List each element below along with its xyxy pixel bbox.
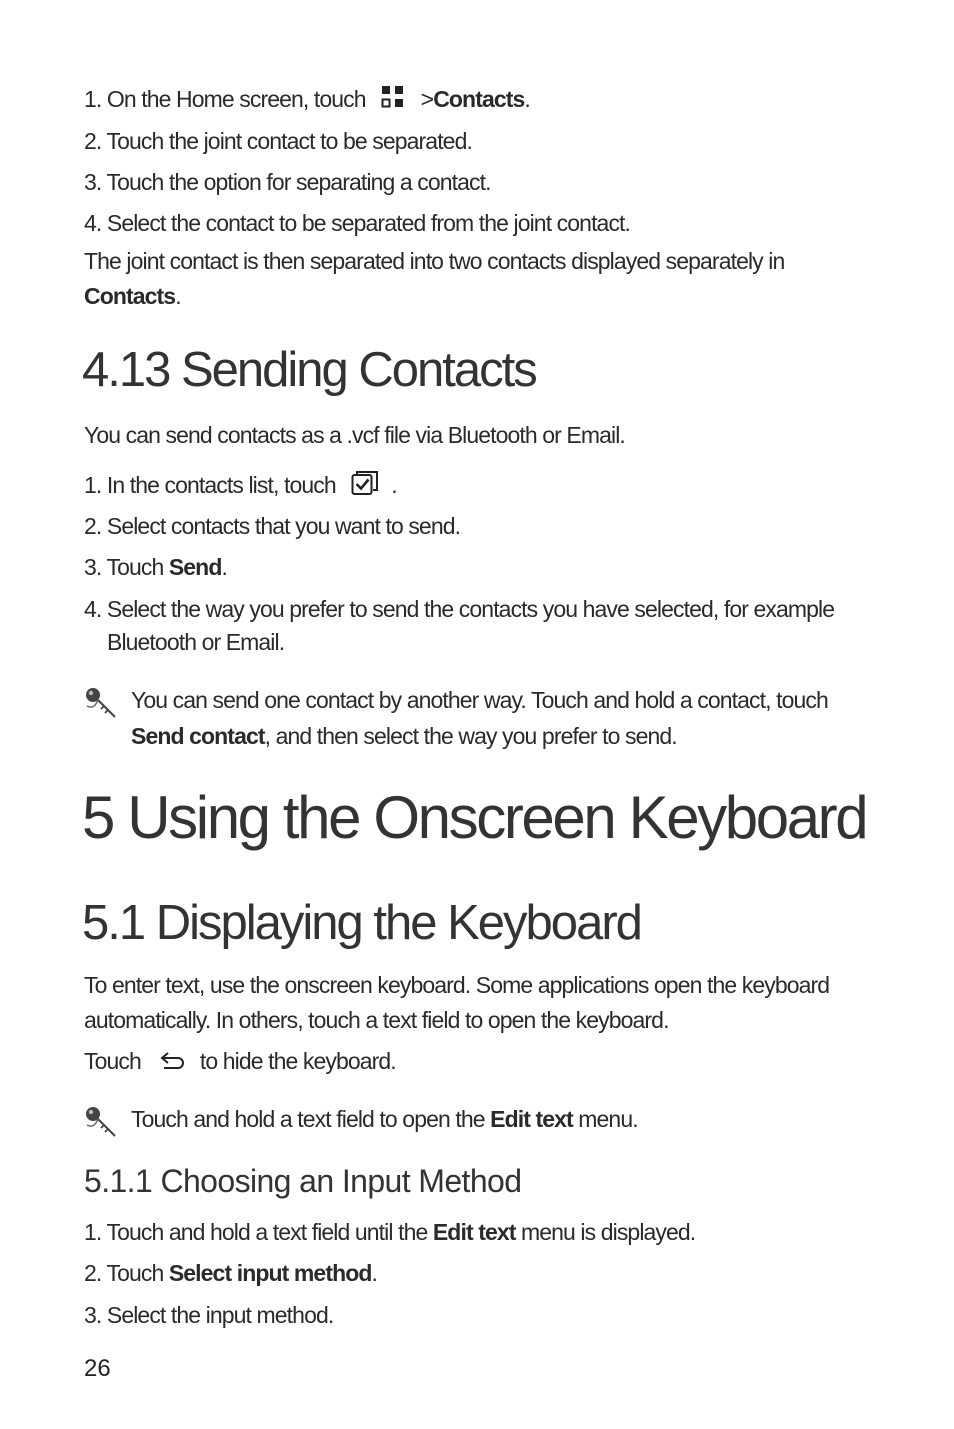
- input-step-3: 3. Select the input method.: [84, 1302, 334, 1328]
- note-tip-icon: [84, 1105, 118, 1144]
- input-step-2: 2. Touch Select input method.: [84, 1260, 378, 1286]
- apps-grid-icon: [381, 85, 405, 116]
- send-step-4: 4. Select the way you prefer to send the contacts you have selected, for example: [84, 596, 835, 622]
- section-5-1-title: 5.1 Displaying the Keyboard: [82, 896, 641, 950]
- send-contact-note: You can send one contact by another way. Touch and hold a contact, touch Send contact, and then select the way you prefer to send.: [131, 687, 828, 749]
- hide-keyboard-line: Touch to hide the keyboard.: [84, 1046, 396, 1078]
- chapter-5-title: 5 Using the Onscreen Keyboard: [82, 784, 867, 851]
- send-step-4-cont: Bluetooth or Email.: [107, 629, 285, 655]
- section-5-1-1-title: 5.1.1 Choosing an Input Method: [84, 1163, 522, 1199]
- multi-select-checkbox-icon: [351, 470, 379, 503]
- page-number: 26: [84, 1355, 111, 1382]
- intro-step-3: 3. Touch the option for separating a contact.: [84, 169, 491, 195]
- intro-step-2: 2. Touch the joint contact to be separated.: [84, 128, 472, 154]
- section-4-13-title: 4.13 Sending Contacts: [82, 343, 536, 397]
- send-step-1: 1. In the contacts list, touch .: [84, 470, 397, 503]
- send-step-2: 2. Select contacts that you want to send.: [84, 513, 461, 539]
- input-step-1: 1. Touch and hold a text field until the Edit text menu is displayed.: [84, 1219, 696, 1245]
- edit-text-note: Touch and hold a text field to open the Edit text menu.: [131, 1106, 638, 1132]
- note-tip-icon: [84, 686, 118, 725]
- back-arrow-icon: [158, 1048, 188, 1078]
- section-4-13-lead: You can send contacts as a .vcf file via Bluetooth or Email.: [84, 422, 625, 448]
- send-step-3: 3. Touch Send.: [84, 554, 227, 580]
- keyboard-intro: To enter text, use the onscreen keyboard. Some applications open the keyboard automatically. In others, touch a text field to open the keyboard.: [84, 972, 830, 1033]
- intro-step-1: 1. On the Home screen, touch >Contacts.: [84, 84, 530, 116]
- intro-result: The joint contact is then separated into two contacts displayed separately in Contacts.: [84, 248, 785, 309]
- intro-step-4: 4. Select the contact to be separated from the joint contact.: [84, 210, 631, 236]
